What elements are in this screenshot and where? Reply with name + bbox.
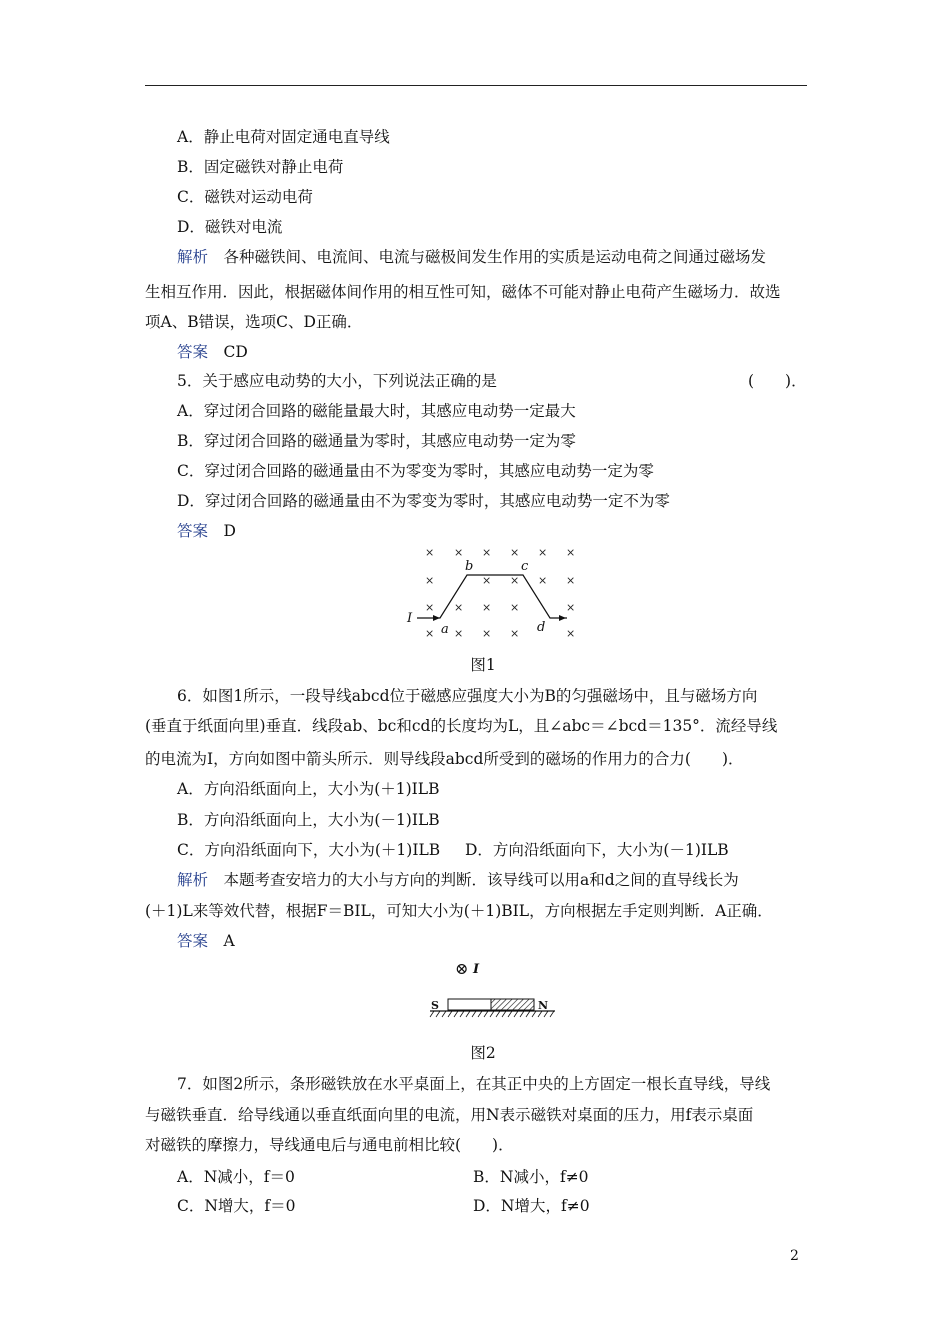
q6-option-a: A．方向沿纸面向上，大小为(＋1)ILB <box>177 780 440 798</box>
field-cross: × <box>510 627 520 640</box>
field-cross: × <box>538 546 548 559</box>
q5-option-b: B．穿过闭合回路的磁通量为零时，其感应电动势一定为零 <box>177 432 576 450</box>
q4-option-c: C．磁铁对运动电荷 <box>177 188 313 206</box>
label-current-i: I <box>473 962 480 977</box>
q7-option-b: B．N减小，f≠0 <box>473 1168 589 1186</box>
q7-option-c: C．N增大，f＝0 <box>177 1197 296 1215</box>
analysis-label: 解析 <box>177 871 209 889</box>
table-hatching <box>430 1011 554 1017</box>
q5-option-d: D．穿过闭合回路的磁通量由不为零变为零时，其感应电动势一定不为零 <box>177 492 670 510</box>
field-cross: × <box>510 601 520 614</box>
q7-stem-line-3: 对磁铁的摩擦力，导线通电后与通电前相比较( )． <box>145 1136 514 1154</box>
q6-option-c: C．方向沿纸面向下，大小为(＋1)ILB <box>177 841 441 859</box>
current-arrow-out <box>559 615 566 621</box>
q4-analysis-line-3: 项A、B错误，选项C、D正确． <box>145 313 363 331</box>
figure-2-magnet-diagram <box>420 955 570 1025</box>
q5-answer <box>177 521 236 541</box>
figure-1-caption: 图1 <box>470 656 496 674</box>
field-cross: × <box>482 601 492 614</box>
answer-label: 答案 <box>177 522 209 540</box>
field-cross: × <box>482 627 492 640</box>
field-cross: × <box>454 627 464 640</box>
q6-stem-line-2: (垂直于纸面向里)垂直．线段ab、bc和cd的长度均为L，且∠abc＝∠bcd＝135°．流经导线 <box>145 717 778 735</box>
header-rule <box>145 85 807 86</box>
label-north-pole: N <box>538 999 549 1012</box>
q6-analysis-line-2: (＋1)L来等效代替，根据F＝BIL，可知大小为(＋1)BIL，方向根据左手定则判断．A正确． <box>145 902 773 920</box>
q6-option-b: B．方向沿纸面向上，大小为(－1)ILB <box>177 811 440 829</box>
label-point-b: b <box>465 559 474 574</box>
q7-option-a: A．N减小，f＝0 <box>177 1168 295 1186</box>
answer-value: D <box>223 522 236 540</box>
field-cross: × <box>566 601 576 614</box>
q5-paren: ( )． <box>748 372 807 390</box>
current-arrow-in <box>433 615 440 621</box>
field-cross: × <box>566 546 576 559</box>
field-cross: × <box>425 627 435 640</box>
q4-answer <box>177 342 248 362</box>
figure-2-caption: 图2 <box>470 1044 496 1062</box>
q5-option-a: A．穿过闭合回路的磁能量最大时，其感应电动势一定最大 <box>177 402 576 420</box>
q4-option-a: A．静止电荷对固定通电直导线 <box>177 128 390 146</box>
q6-option-d: D．方向沿纸面向下，大小为(－1)ILB <box>465 841 729 859</box>
q6-analysis-line-1: 解析 本题考查安培力的大小与方向的判断．该导线可以用a和d之间的直导线长为 <box>177 871 739 889</box>
q6-stem-line-3: 的电流为I，方向如图中箭头所示．则导线段abcd所受到的磁场的作用力的合力( )． <box>145 750 744 768</box>
answer-label: 答案 <box>177 932 209 950</box>
q6-answer <box>177 931 235 951</box>
q7-stem-line-1: 7．如图2所示，条形磁铁放在水平桌面上，在其正中央的上方固定一根长直导线，导线 <box>177 1075 771 1093</box>
field-cross: × <box>425 601 435 614</box>
answer-value: A <box>223 932 235 950</box>
field-cross: × <box>425 546 435 559</box>
field-cross: × <box>454 601 464 614</box>
field-cross: × <box>510 546 520 559</box>
q6-stem-line-1: 6．如图1所示，一段导线abcd位于磁感应强度大小为B的匀强磁场中，且与磁场方向 <box>177 687 758 705</box>
q4-analysis-line-1: 解析 各种磁铁间、电流间、电流与磁极间发生作用的实质是运动电荷之间通过磁场发 <box>177 248 767 266</box>
field-cross: × <box>482 574 492 587</box>
answer-label: 答案 <box>177 343 209 361</box>
field-cross: × <box>510 574 520 587</box>
q4-option-b: B．固定磁铁对静止电荷 <box>177 158 344 176</box>
field-cross: × <box>454 546 464 559</box>
answer-value: CD <box>223 343 248 361</box>
q7-stem-line-2: 与磁铁垂直．给导线通以垂直纸面向里的电流，用N表示磁铁对桌面的压力，用f表示桌面 <box>145 1106 754 1124</box>
bar-magnet-south-half <box>448 999 491 1010</box>
current-into-page-icon: ⊗ <box>455 959 469 978</box>
label-point-d: d <box>537 620 546 635</box>
field-cross: × <box>425 574 435 587</box>
label-point-c: c <box>521 559 529 574</box>
q7-option-d: D．N增大，f≠0 <box>473 1197 590 1215</box>
label-current-i: I <box>407 611 413 626</box>
field-cross: × <box>566 574 576 587</box>
q4-option-d: D．磁铁对电流 <box>177 218 283 236</box>
figure-1-wire-diagram <box>395 540 595 645</box>
bar-magnet-north-half <box>491 999 534 1010</box>
q5-stem: 5．关于感应电动势的大小，下列说法正确的是 <box>177 372 497 390</box>
page-number: 2 <box>790 1248 799 1264</box>
field-cross: × <box>566 627 576 640</box>
q4-analysis-line-2: 生相互作用．因此，根据磁体间作用的相互性可知，磁体不可能对静止电荷产生磁场力．故选 <box>145 283 781 301</box>
q5-option-c: C．穿过闭合回路的磁通量由不为零变为零时，其感应电动势一定为零 <box>177 462 654 480</box>
label-point-a: a <box>441 622 449 637</box>
field-cross: × <box>538 574 548 587</box>
label-south-pole: S <box>431 999 439 1012</box>
analysis-label: 解析 <box>177 248 209 266</box>
field-cross: × <box>482 546 492 559</box>
